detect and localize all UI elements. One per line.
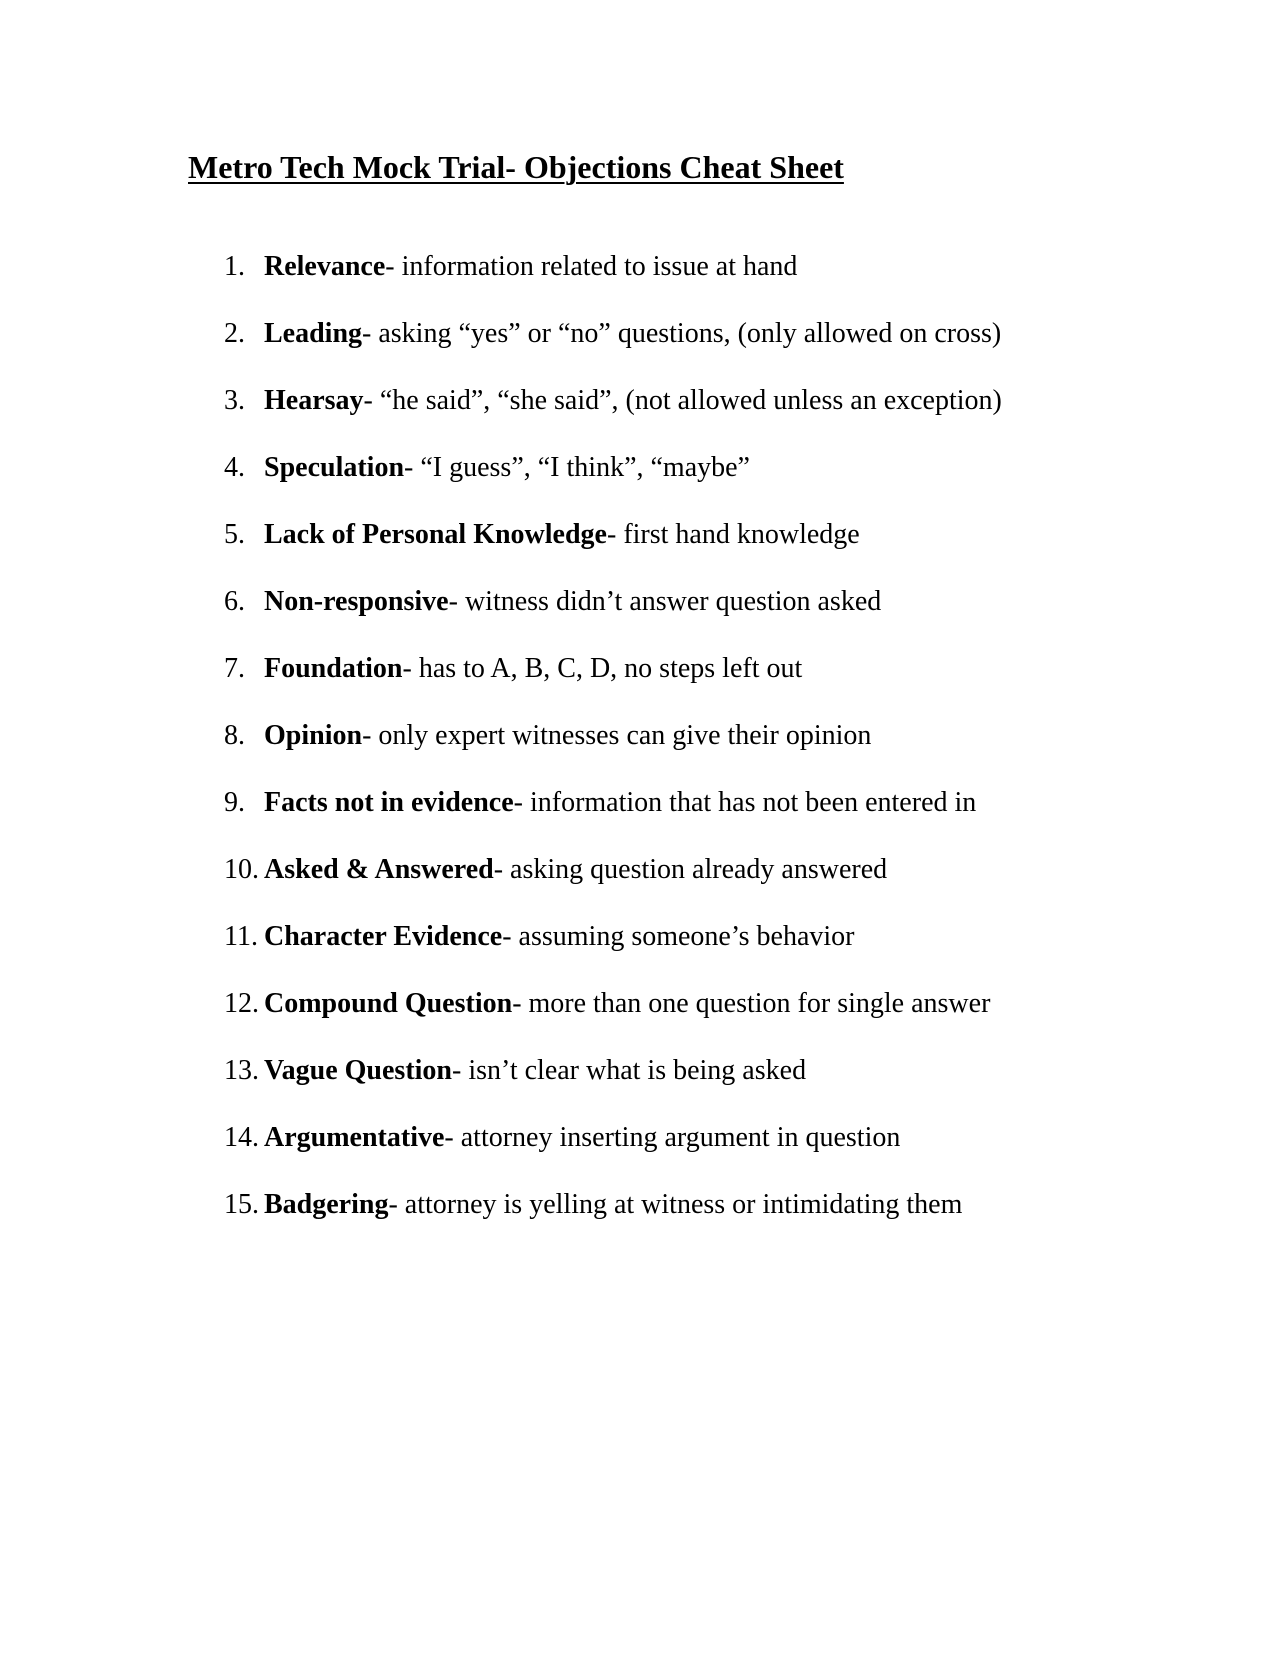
objection-term: Leading [264, 318, 363, 349]
objection-term: Foundation [264, 653, 403, 684]
objection-definition: - attorney inserting argument in question [444, 1122, 901, 1153]
item-number: 8. [224, 720, 245, 751]
objection-definition: - first hand knowledge [607, 519, 860, 550]
objection-definition: - has to A, B, C, D, no steps left out [402, 653, 803, 684]
item-number: 12. [224, 988, 259, 1019]
list-item [224, 920, 1002, 987]
item-number: 15. [224, 1189, 259, 1220]
objection-term: Argumentative [264, 1122, 445, 1153]
list-item [224, 317, 1002, 384]
item-number: 7. [224, 653, 245, 684]
objection-term: Lack of Personal Knowledge [264, 519, 607, 550]
item-number: 10. [224, 854, 259, 885]
item-number: 11. [224, 921, 258, 952]
objection-term: Non-responsive [264, 586, 449, 617]
item-number: 1. [224, 251, 245, 282]
objection-definition: - information that has not been entered in [513, 787, 977, 818]
objection-term: Character Evidence [264, 921, 503, 952]
list-item [224, 250, 1002, 317]
objection-term: Asked & Answered [264, 854, 494, 885]
list-item [224, 719, 1002, 786]
objection-term: Compound Question [264, 988, 513, 1019]
list-item [224, 786, 1002, 853]
list-item [224, 585, 1002, 652]
objection-definition: - assuming someone’s behavior [502, 921, 855, 952]
list-item [224, 987, 1002, 1054]
list-item [224, 451, 1002, 518]
item-number: 13. [224, 1055, 259, 1086]
item-number: 5. [224, 519, 245, 550]
item-number: 2. [224, 318, 245, 349]
objection-term: Vague Question [264, 1055, 453, 1086]
item-number: 4. [224, 452, 245, 483]
objection-definition: - information related to issue at hand [385, 251, 798, 282]
list-item [224, 853, 1002, 920]
item-number: 14. [224, 1122, 259, 1153]
objection-term: Facts not in evidence [264, 787, 514, 818]
objection-definition: - “I guess”, “I think”, “maybe” [404, 452, 750, 483]
item-number: 6. [224, 586, 245, 617]
objection-term: Opinion [264, 720, 363, 751]
objections-list [224, 250, 1002, 1255]
objection-definition: - only expert witnesses can give their opinion [362, 720, 872, 751]
list-item [224, 1121, 1002, 1188]
objection-term: Badgering [264, 1189, 389, 1220]
item-number: 9. [224, 787, 245, 818]
objection-definition: - “he said”, “she said”, (not allowed unless an exception) [363, 385, 1002, 416]
list-item [224, 518, 1002, 585]
list-item [224, 1054, 1002, 1121]
objection-term: Speculation [264, 452, 405, 483]
objection-definition: - attorney is yelling at witness or intimidating them [388, 1189, 963, 1220]
objection-definition: - asking question already answered [493, 854, 888, 885]
objection-definition: - more than one question for single answer [512, 988, 991, 1019]
objection-term: Hearsay [264, 385, 364, 416]
objection-definition: - asking “yes” or “no” questions, (only allowed on cross) [362, 318, 1002, 349]
objection-definition: - isn’t clear what is being asked [452, 1055, 807, 1086]
list-item [224, 384, 1002, 451]
list-item [224, 1188, 1002, 1255]
page-title: Metro Tech Mock Trial- Objections Cheat Sheet [188, 149, 844, 185]
objection-term: Relevance [264, 251, 386, 282]
objection-definition: - witness didn’t answer question asked [448, 586, 882, 617]
item-number: 3. [224, 385, 245, 416]
list-item [224, 652, 1002, 719]
